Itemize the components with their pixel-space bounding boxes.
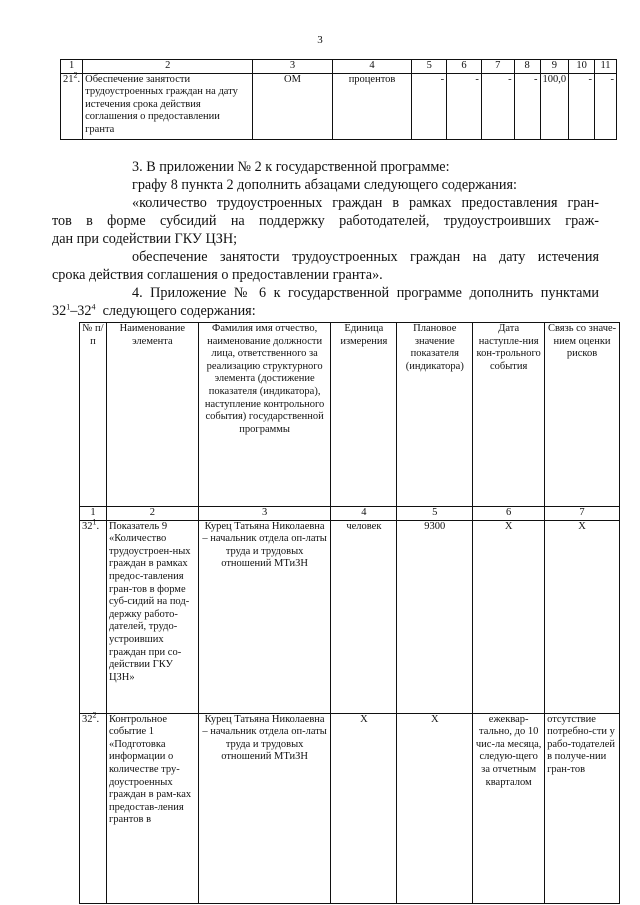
row-c6: - <box>447 73 482 139</box>
column-number-row <box>80 507 620 521</box>
row-number: $32^1$. <box>80 520 107 713</box>
col-num-1: 1 <box>80 507 107 521</box>
table-row <box>80 520 620 713</box>
table-header-row <box>80 323 620 507</box>
row-unit: Х <box>331 713 397 903</box>
table-row <box>80 713 620 903</box>
row-c10: - <box>569 73 595 139</box>
col-num-8: 8 <box>514 60 540 74</box>
header-responsible: Фамилия имя отчество, наименование должности лица, ответственного за реализацию структурного элемента (достижение показателя (индикатора), наступление контрольного события) государственной программы <box>198 323 331 507</box>
col-num-11: 11 <box>595 60 617 74</box>
page-number: 3 <box>317 34 323 46</box>
header-risk-link: Связь со значе-нием оценки рисков <box>545 323 620 507</box>
paragraph-quote-1: «количество трудоустроенных граждан в рамках предоставления гран- тов в форме субсидий на поддержку работодателей, трудоустроивших граж- дан при содействии ГКУ ЦЗН; <box>52 195 599 248</box>
header-element-name: Наименование элемента <box>106 323 198 507</box>
col-num-7: 7 <box>545 507 620 521</box>
row-responsible: Курец Татьяна Николаевна – начальник отдела оп-латы труда и трудовых отношений МТиЗН <box>198 713 331 903</box>
row-type: ОМ <box>253 73 332 139</box>
col-num-10: 10 <box>569 60 595 74</box>
header-unit: Единица измерения <box>331 323 397 507</box>
row-unit: человек <box>331 520 397 713</box>
plan-table <box>79 322 620 904</box>
row-risk: Х <box>545 520 620 713</box>
col-num-3: 3 <box>198 507 331 521</box>
row-c9: 100,0 <box>540 73 569 139</box>
row-name: Показатель 9 «Количество трудоустроен-ных граждан в рамках предос-тавления гран-тов в форме суб-сидий на под-держку работо-дателей, трудо-устроивших граждан при со-действии ГКУ ЦЗН» <box>106 520 198 713</box>
col-num-9: 9 <box>540 60 569 74</box>
row-number: $21^2$. <box>61 73 83 139</box>
row-date: Х <box>473 520 545 713</box>
col-num-2: 2 <box>106 507 198 521</box>
col-num-7: 7 <box>481 60 514 74</box>
row-name: Контрольное событие 1 «Подготовка информации о количестве тру-доустроенных граждан в рам-ках предостав-ления грантов в <box>106 713 198 903</box>
col-num-5: 5 <box>397 507 473 521</box>
table-header-row <box>61 60 617 74</box>
row-c11: - <box>595 73 617 139</box>
row-c7: - <box>481 73 514 139</box>
col-num-6: 6 <box>473 507 545 521</box>
row-c8: - <box>514 73 540 139</box>
header-num: № п/п <box>80 323 107 507</box>
header-event-date: Дата наступле-ния кон-трольного события <box>473 323 545 507</box>
row-date: ежеквар-тально, до 10 чис-ла месяца, следую-щего за отчетным кварталом <box>473 713 545 903</box>
row-c5: - <box>412 73 447 139</box>
col-num-1: 1 <box>61 60 83 74</box>
header-plan-value: Плановое значение показателя (индикатора) <box>397 323 473 507</box>
row-name: Обеспечение занятости трудоустроенных граждан на дату истечения срока действия соглашения о предоставлении гранта <box>83 73 253 139</box>
paragraph-4: 4. Приложение № 6 к государственной программе дополнить пунктами $32^1-32^4$ следующего содержания: <box>52 285 599 320</box>
col-num-3: 3 <box>253 60 332 74</box>
row-number: $32^2$. <box>80 713 107 903</box>
col-num-2: 2 <box>83 60 253 74</box>
row-responsible: Курец Татьяна Николаевна – начальник отдела оп-латы труда и трудовых отношений МТиЗН <box>198 520 331 713</box>
row-plan: 9300 <box>397 520 473 713</box>
col-num-4: 4 <box>332 60 412 74</box>
paragraph-3: 3. В приложении № 2 к государственной программе: графу 8 пункта 2 дополнить абзацами следующего содержания: <box>132 159 517 194</box>
row-risk: отсутствие потребно-сти у рабо-тодателей в получе-нии гран-тов <box>545 713 620 903</box>
col-num-4: 4 <box>331 507 397 521</box>
paragraph-quote-2: обеспечение занятости трудоустроенных граждан на дату истечения срока действия соглашения о предоставлении гранта». <box>52 249 599 284</box>
indicator-table <box>60 59 617 140</box>
col-num-5: 5 <box>412 60 447 74</box>
col-num-6: 6 <box>447 60 482 74</box>
row-plan: Х <box>397 713 473 903</box>
row-unit: процентов <box>332 73 412 139</box>
table-row <box>61 73 617 139</box>
